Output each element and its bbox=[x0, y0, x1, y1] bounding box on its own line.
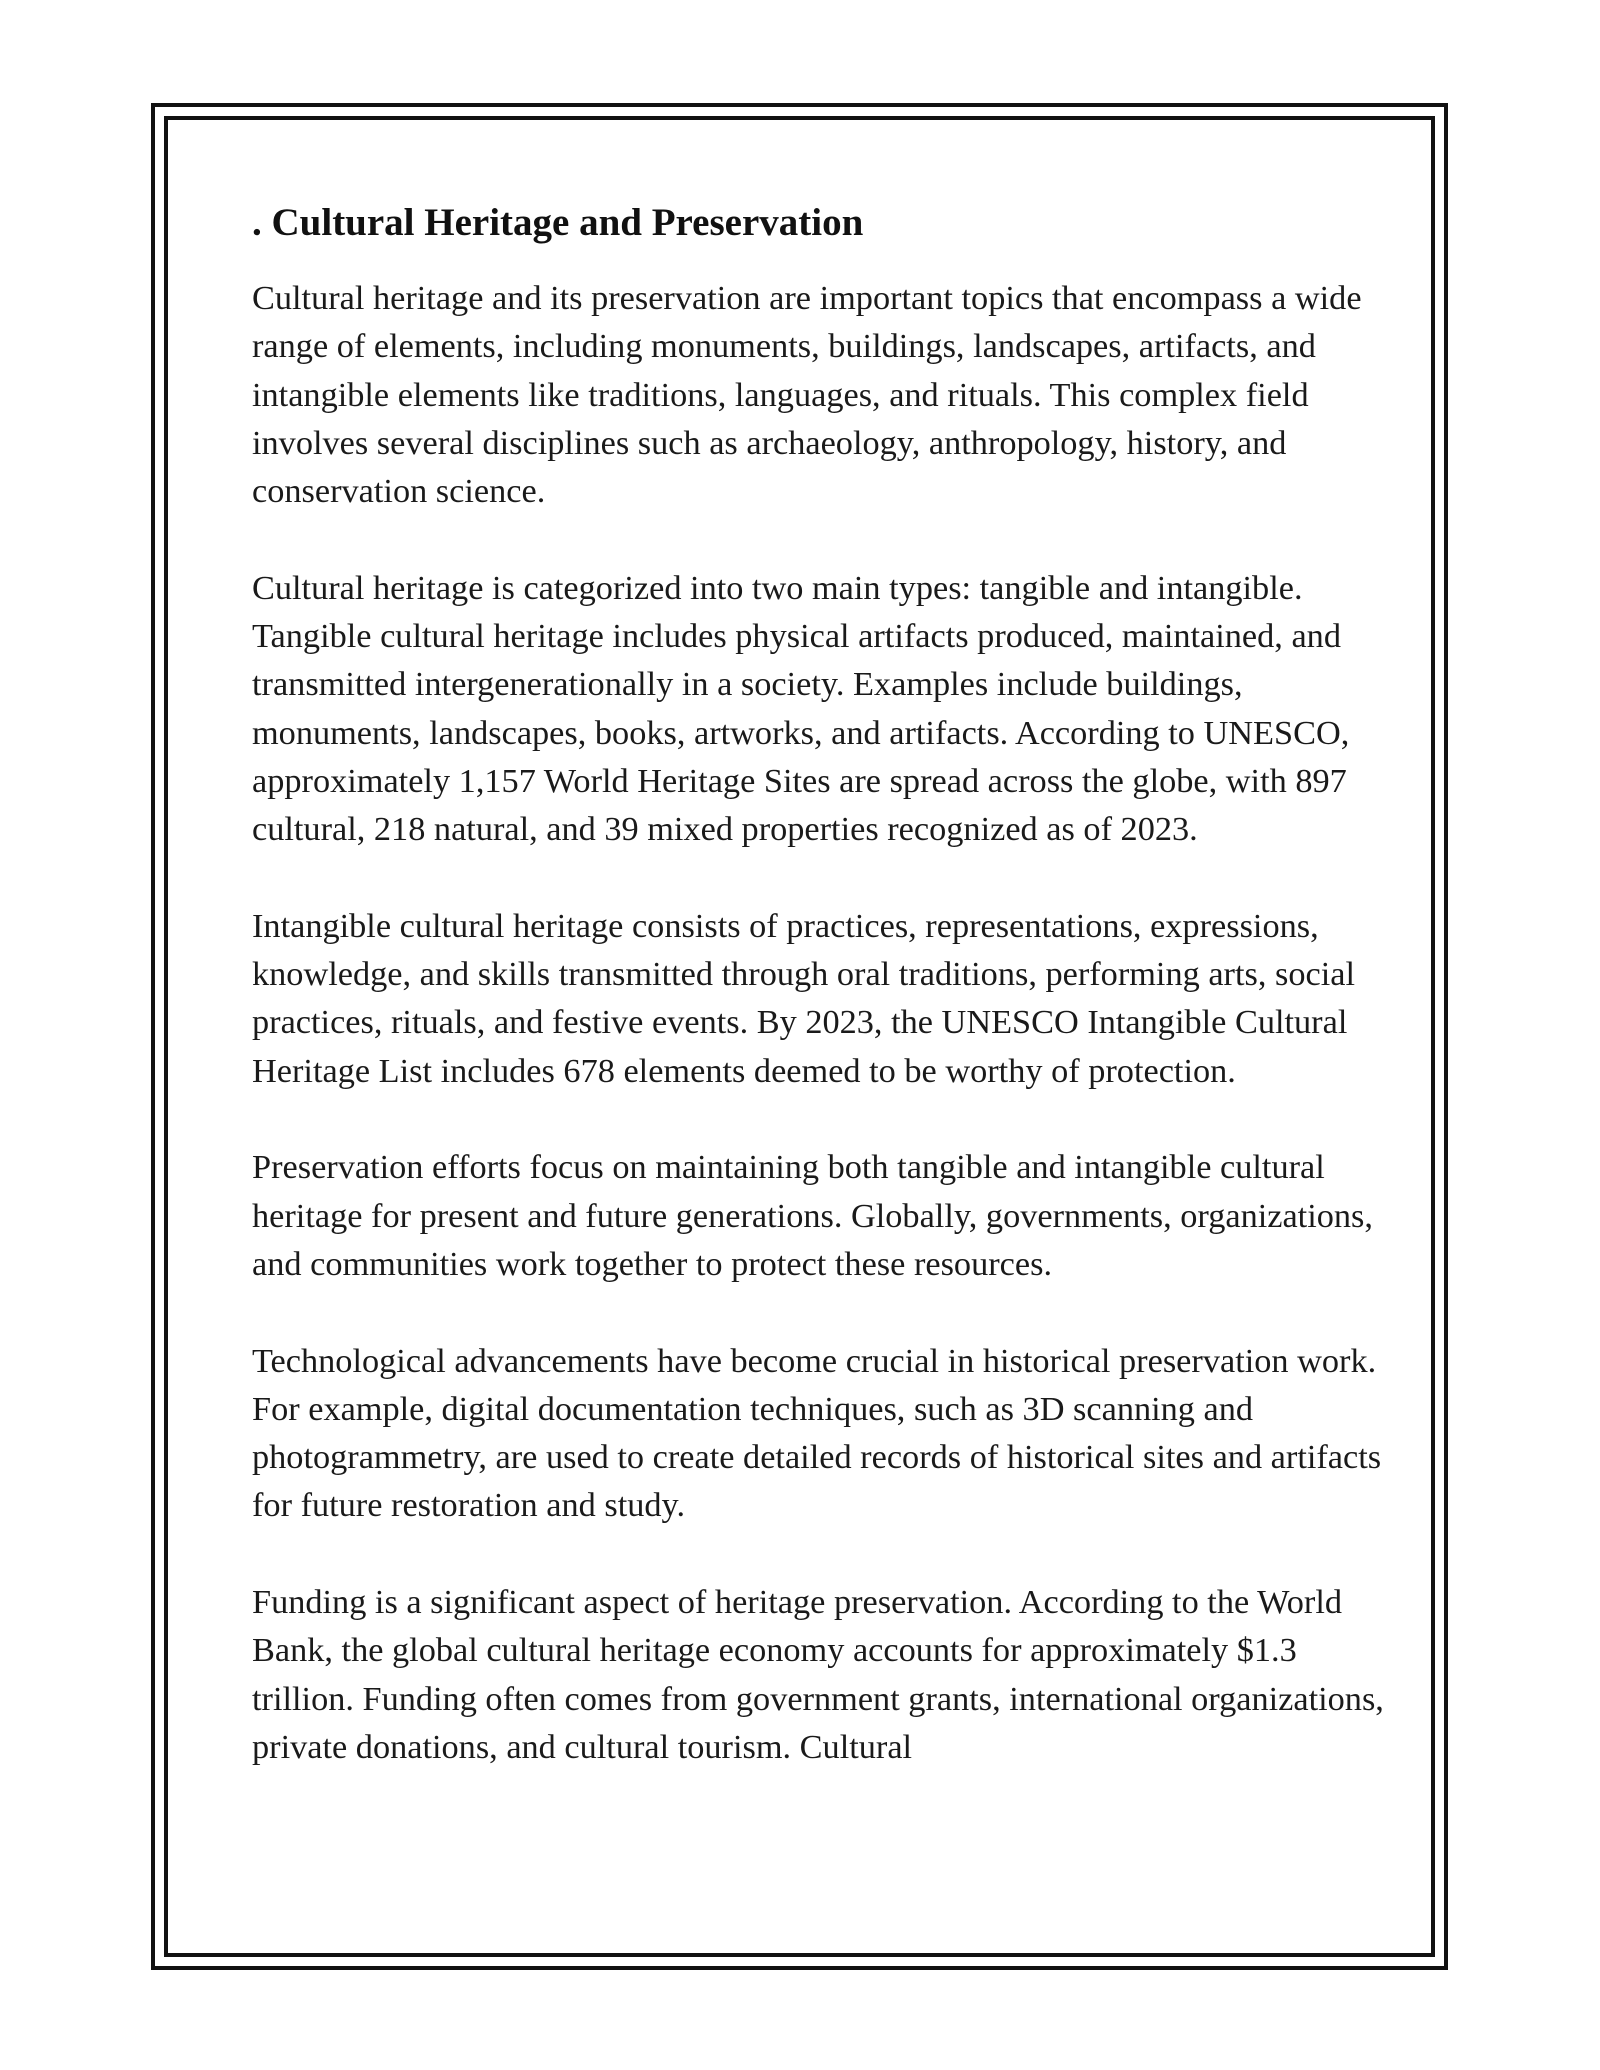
paragraph-funding: Funding is a significant aspect of heritage preservation. According to the World Bank, the global cultural heritage economy accounts for approximately $1.3 trillion. Funding often comes from government grants, international organizations, private donations, and cultural tourism. Cultural bbox=[252, 1583, 1384, 1766]
paragraph-tangible-heritage: Cultural heritage is categorized into two main types: tangible and intangible. Tangible cultural heritage includes physical artifacts produced, maintained, and transmitted intergenerationally in a society. Examples include buildings, monuments, landscapes, books, artworks, and artifacts. According to UNESCO, approximately 1,157 World Heritage Sites are spread across the globe, with 897 cultural, 218 natural, and 39 mixed properties recognized as of 2023. bbox=[252, 568, 1350, 849]
section-heading: . Cultural Heritage and Preservation bbox=[252, 201, 864, 244]
page-border-outer bbox=[151, 103, 1448, 1970]
page-border-inner bbox=[164, 116, 1435, 1957]
paragraph-intangible-heritage: Intangible cultural heritage consists of practices, representations, expressions, knowledge, and skills transmitted through oral traditions, performing arts, social practices, rituals, and festive events. By 2023, the UNESCO Intangible Cultural Heritage List includes 678 elements deemed to be worthy of protection. bbox=[252, 906, 1355, 1090]
document-body bbox=[252, 199, 1392, 1771]
paragraph-technology: Technological advancements have become crucial in historical preservation work. For example, digital documentation techniques, such as 3D scanning and photogrammetry, are used to create detailed records of historical sites and artifacts for future restoration and study. bbox=[252, 1341, 1382, 1525]
paragraph-preservation-efforts: Preservation efforts focus on maintaining both tangible and intangible cultural heritage for present and future generations. Globally, governments, organizations, and communities work together to protect these resources. bbox=[252, 1148, 1373, 1283]
paragraph-intro: Cultural heritage and its preservation are important topics that encompass a wide range of elements, including monuments, buildings, landscapes, artifacts, and intangible elements like traditions, languages, and rituals. This complex field involves several disciplines such as archaeology, anthropology, history, and conservation science. bbox=[252, 279, 1362, 511]
